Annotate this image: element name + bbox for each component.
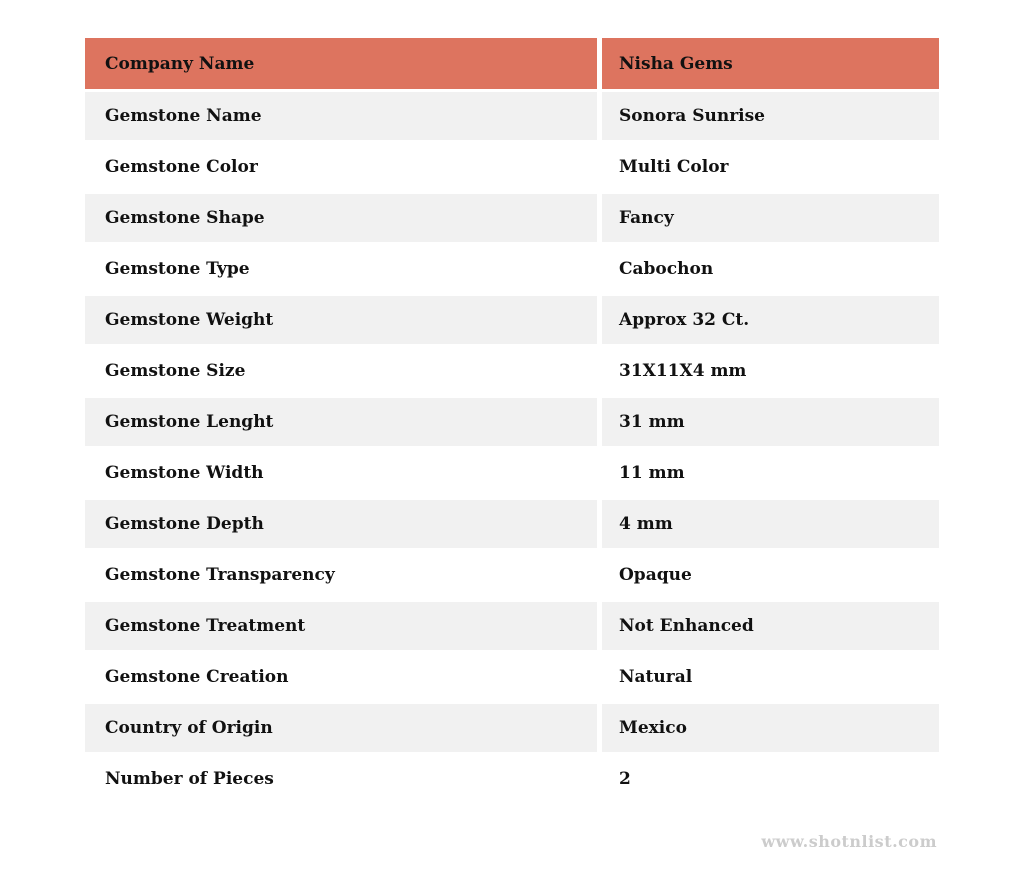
row-label: Gemstone Creation: [85, 653, 597, 701]
row-label: Gemstone Shape: [85, 194, 597, 242]
table-row: [85, 551, 939, 599]
row-value: 31X11X4 mm: [602, 347, 939, 395]
row-label: Gemstone Width: [85, 449, 597, 497]
table-row: [85, 500, 939, 548]
row-label: Gemstone Treatment: [85, 602, 597, 650]
row-value: Not Enhanced: [602, 602, 939, 650]
row-label: Gemstone Transparency: [85, 551, 597, 599]
table-row: [85, 92, 939, 140]
row-label: Gemstone Lenght: [85, 398, 597, 446]
table-row: [85, 398, 939, 446]
row-value: Natural: [602, 653, 939, 701]
row-label: Gemstone Name: [85, 92, 597, 140]
table-row: [85, 704, 939, 752]
gemstone-spec-table: [85, 38, 939, 806]
row-value: Sonora Sunrise: [602, 92, 939, 140]
table-row: [85, 296, 939, 344]
row-value: Multi Color: [602, 143, 939, 191]
header-value: Nisha Gems: [602, 38, 939, 89]
row-value: 11 mm: [602, 449, 939, 497]
table-row: [85, 194, 939, 242]
row-value: Mexico: [602, 704, 939, 752]
row-label: Number of Pieces: [85, 755, 597, 803]
table-row: [85, 143, 939, 191]
row-label: Country of Origin: [85, 704, 597, 752]
row-value: Opaque: [602, 551, 939, 599]
row-label: Gemstone Weight: [85, 296, 597, 344]
row-value: 4 mm: [602, 500, 939, 548]
row-value: Fancy: [602, 194, 939, 242]
header-label: Company Name: [85, 38, 597, 89]
table-row: [85, 347, 939, 395]
table-header-row: [85, 38, 939, 89]
watermark-text: www.shotnlist.com: [761, 832, 937, 851]
row-label: Gemstone Size: [85, 347, 597, 395]
table-row: [85, 449, 939, 497]
table-row: [85, 755, 939, 803]
row-label: Gemstone Depth: [85, 500, 597, 548]
row-label: Gemstone Type: [85, 245, 597, 293]
row-value: Approx 32 Ct.: [602, 296, 939, 344]
row-value: 2: [602, 755, 939, 803]
row-label: Gemstone Color: [85, 143, 597, 191]
row-value: Cabochon: [602, 245, 939, 293]
table-row: [85, 653, 939, 701]
table-row: [85, 602, 939, 650]
table-row: [85, 245, 939, 293]
row-value: 31 mm: [602, 398, 939, 446]
